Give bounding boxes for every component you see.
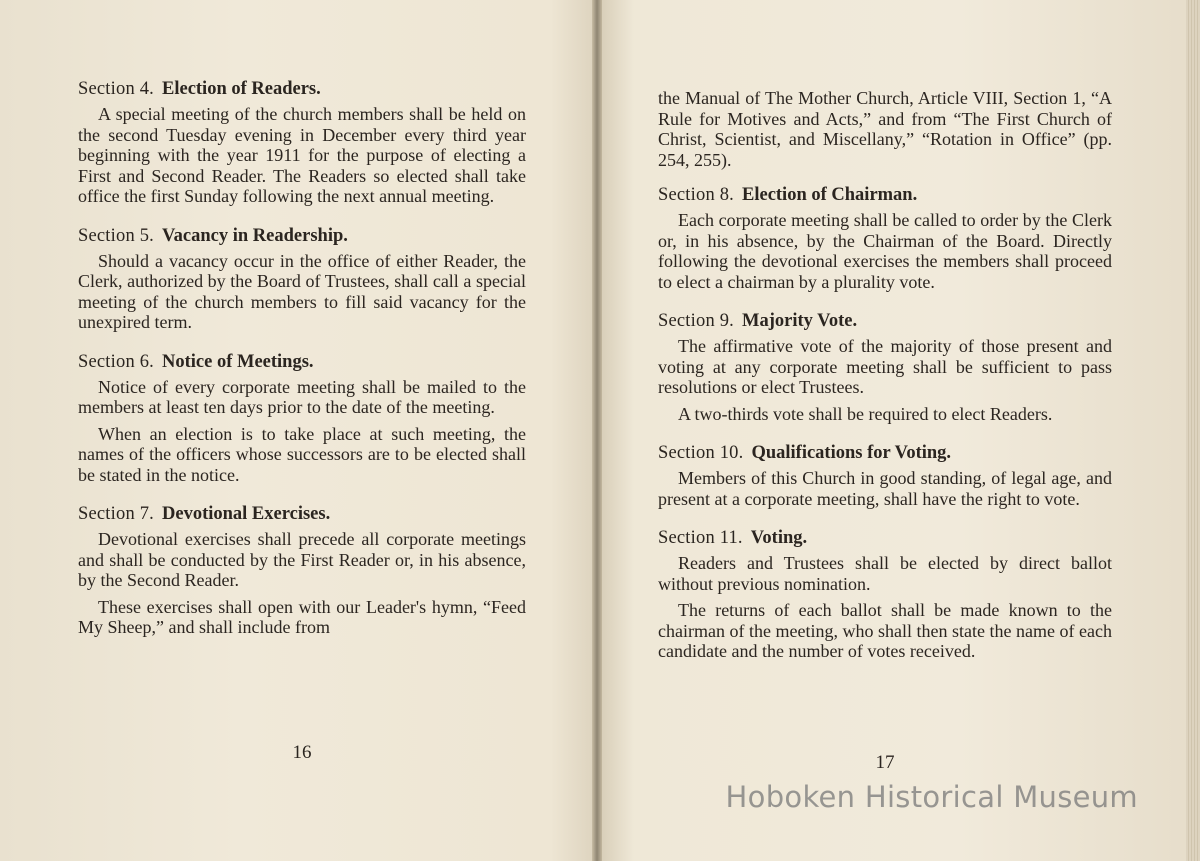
museum-watermark: Hoboken Historical Museum xyxy=(725,780,1138,814)
section-title: Devotional Exercises. xyxy=(162,504,331,524)
section-paragraph: The returns of each ballot shall be made known to the chairman of the meeting, who shall then state the name of each candidate and the number of votes received. xyxy=(658,600,1112,661)
section-number: Section 10. xyxy=(658,443,744,463)
section-title: Notice of Meetings. xyxy=(162,351,314,372)
section-title: Election of Chairman. xyxy=(742,185,918,205)
section-7 xyxy=(78,503,526,638)
section-heading xyxy=(658,184,1112,206)
section-9 xyxy=(658,310,1112,424)
section-number: Section 5. xyxy=(78,225,154,246)
section-heading xyxy=(658,527,1112,549)
left-page xyxy=(0,0,598,861)
section-heading xyxy=(78,225,526,247)
section-heading xyxy=(658,442,1112,464)
section-heading xyxy=(78,78,526,100)
section-paragraph: When an election is to take place at such meeting, the names of the officers whose successors are to be elected shall be stated in the notice. xyxy=(78,423,526,485)
section-number: Section 4. xyxy=(78,79,154,99)
section-8 xyxy=(658,184,1112,292)
section-number: Section 11. xyxy=(658,528,743,548)
section-title: Election of Readers. xyxy=(162,79,321,99)
continued-paragraph: the Manual of The Mother Church, Article VIII, Section 1, “A Rule for Motives and Acts,” and from “The First Church of Christ, Scientist, and Miscellany,” “Rotation in Office” (pp. 254, 255). xyxy=(658,88,1112,170)
section-heading xyxy=(658,310,1112,332)
page-edges xyxy=(1186,0,1200,861)
section-paragraph: A special meeting of the church members shall be held on the second Tuesday evening in December every third year beginning with the year 1911 for the purpose of electing a First and Second Reader. The Readers so elected shall take office the first Sunday following the next annual meeting. xyxy=(78,104,526,206)
section-paragraph: Readers and Trustees shall be elected by direct ballot without previous nomination. xyxy=(658,553,1112,594)
section-heading xyxy=(78,351,526,373)
section-4 xyxy=(78,78,526,207)
section-number: Section 8. xyxy=(658,185,734,205)
section-5 xyxy=(78,225,526,333)
section-6 xyxy=(78,351,526,486)
section-heading xyxy=(78,503,526,525)
section-10 xyxy=(658,442,1112,509)
section-paragraph: Members of this Church in good standing, of legal age, and present at a corporate meeting, shall have the right to vote. xyxy=(658,468,1112,509)
book-gutter xyxy=(592,0,602,861)
section-paragraph: A two-thirds vote shall be required to elect Readers. xyxy=(678,403,1053,424)
section-title: Majority Vote. xyxy=(742,311,858,331)
page-number-left: 16 xyxy=(292,742,312,763)
section-paragraph: Devotional exercises shall precede all corporate meetings and shall be conducted by the First Reader or, in his absence, by the Second Reader. xyxy=(78,529,526,590)
right-page xyxy=(598,0,1200,861)
section-paragraph: The affirmative vote of the majority of those present and voting at any corporate meeting shall be sufficient to pass resolutions or elect Trustees. xyxy=(658,336,1112,397)
section-paragraph: Notice of every corporate meeting shall be mailed to the members at least ten days prior to the date of the meeting. xyxy=(78,376,526,417)
section-number: Section 7. xyxy=(78,504,154,524)
section-title: Vacancy in Readership. xyxy=(162,225,348,246)
section-number: Section 6. xyxy=(78,351,154,372)
section-number: Section 9. xyxy=(658,311,734,331)
section-title: Voting. xyxy=(750,528,808,548)
section-title: Qualifications for Voting. xyxy=(751,443,952,463)
section-paragraph: These exercises shall open with our Leader's hymn, “Feed My Sheep,” and shall include from xyxy=(78,596,526,637)
section-11 xyxy=(658,527,1112,662)
section-paragraph: Each corporate meeting shall be called to order by the Clerk or, in his absence, by the Chairman of the Board. Directly following the devotional exercises the members shall proceed to elect a chairman by a plurality vote. xyxy=(658,210,1112,292)
page-number-right: 17 xyxy=(875,752,895,773)
section-paragraph: Should a vacancy occur in the office of either Reader, the Clerk, authorized by the Board of Trustees, shall call a special meeting of the church members to fill said vacancy for the unexpired term. xyxy=(78,250,526,332)
